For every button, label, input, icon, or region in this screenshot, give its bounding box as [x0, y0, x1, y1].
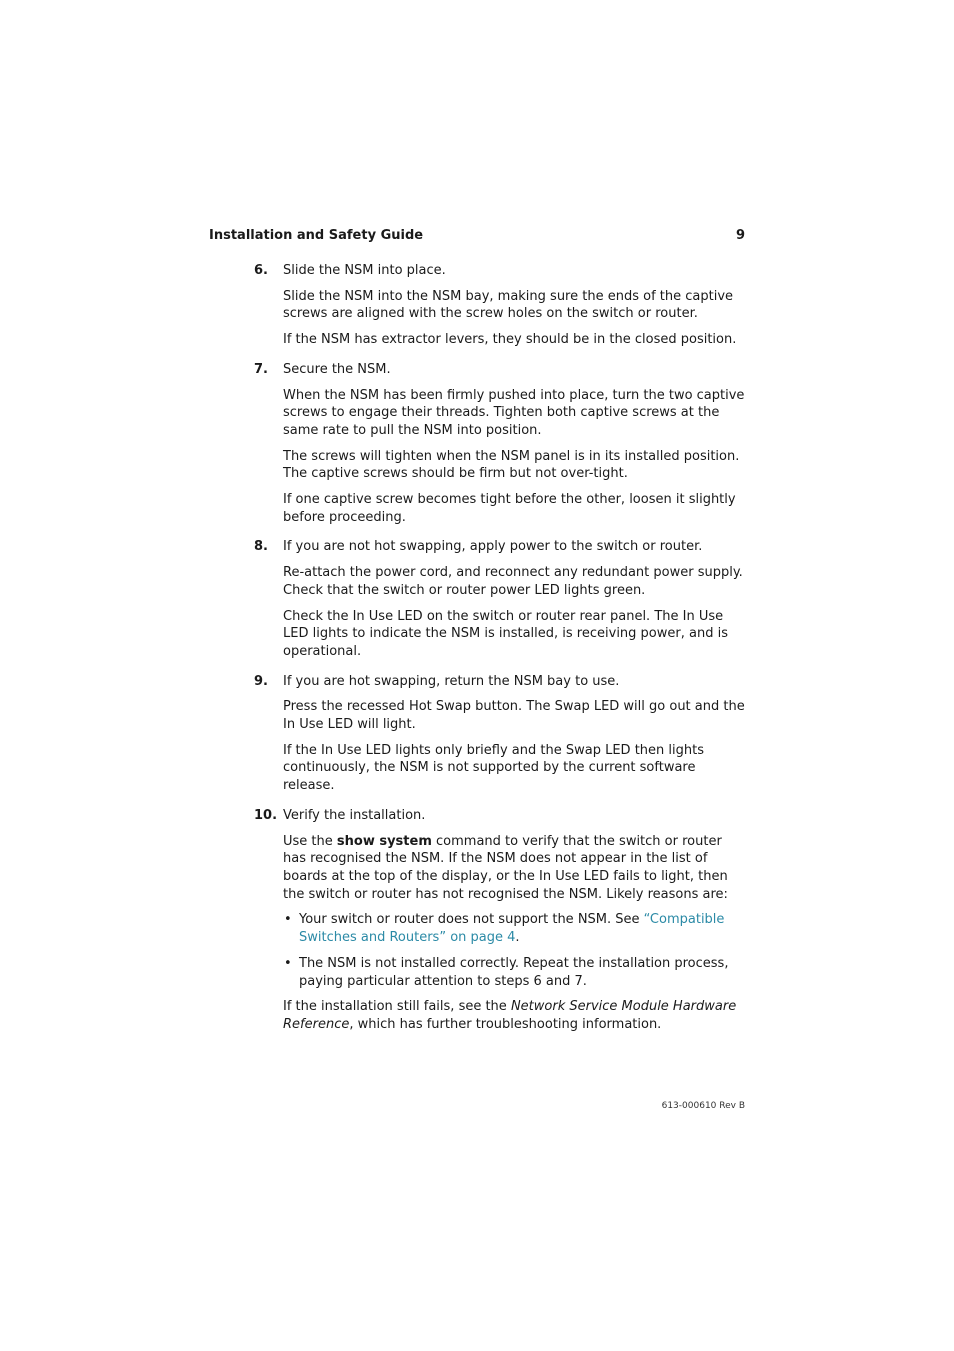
step-paragraph: When the NSM has been firmly pushed into place, turn the two captive screws to engage their threads. Tighten both captive screws at the same rate to pull the NSM into position.: [283, 387, 745, 438]
page-number: 9: [735, 228, 745, 243]
bullet-item: [284, 955, 746, 990]
step-title: Slide the NSM into place.: [283, 263, 446, 278]
running-header-title: Installation and Safety Guide: [209, 228, 424, 243]
step-10: [254, 807, 746, 1034]
step-number: 9.: [254, 673, 268, 689]
bullet-marker: •: [284, 955, 292, 971]
cross-reference-link[interactable]: “Compatible Switches and Routers” on page 4: [299, 912, 725, 946]
final-text-post: , which has further troubleshooting information.: [349, 1016, 662, 1032]
step-paragraph: If one captive screw becomes tight before the other, loosen it slightly before proceeding.: [283, 492, 736, 525]
step-number: 7.: [254, 361, 268, 377]
bullet-text: The NSM is not installed correctly. Repeat the installation process, paying particular attention to steps 6 and 7.: [299, 955, 729, 989]
step-9: [254, 673, 746, 795]
step-number: 10.: [254, 807, 278, 823]
step-heading: [254, 361, 746, 379]
step-paragraph: If the In Use LED lights only briefly and the Swap LED then lights continuously, the NSM is not supported by the current software release.: [283, 742, 704, 794]
document-id: 613-000610 Rev B: [661, 1101, 745, 1111]
verify-text-pre: Use the: [283, 833, 337, 849]
step-title: Verify the installation.: [283, 807, 426, 823]
step-title: If you are hot swapping, return the NSM bay to use.: [283, 673, 620, 689]
command-name: show system: [336, 833, 432, 849]
step-7: [254, 361, 746, 527]
step-paragraph: If the NSM has extractor levers, they should be in the closed position.: [283, 332, 737, 348]
step-paragraph: Press the recessed Hot Swap button. The Swap LED will go out and the In Use LED will light.: [283, 699, 745, 733]
final-text-pre: If the installation still fails, see the: [283, 999, 511, 1015]
step-number: 8.: [254, 539, 268, 555]
step-heading: [254, 673, 746, 691]
verify-paragraph: [283, 833, 746, 904]
procedure-steps: [254, 262, 746, 1046]
bullet-text-post: .: [515, 930, 520, 946]
step-heading: [254, 538, 746, 556]
reference-title: Network Service Module Hardware Reference: [283, 999, 737, 1032]
final-paragraph: [283, 998, 746, 1033]
step-title: Secure the NSM.: [283, 361, 391, 377]
step-paragraph: The screws will tighten when the NSM panel is in its installed position. The captive screws should be firm but not over-tight.: [283, 448, 740, 482]
bullet-text-pre: Your switch or router does not support the NSM. See: [299, 912, 644, 928]
step-paragraph: Slide the NSM into the NSM bay, making sure the ends of the captive screws are aligned with the screw holes on the switch or router.: [283, 288, 734, 322]
step-number: 6.: [254, 263, 268, 278]
step-8: [254, 538, 746, 660]
step-title: If you are not hot swapping, apply power to the switch or router.: [283, 539, 703, 555]
step-paragraph: Check the In Use LED on the switch or router rear panel. The In Use LED lights to indicate the NSM is installed, is receiving power, and is operational.: [283, 608, 728, 659]
step-paragraph: Re-attach the power cord, and reconnect any redundant power supply. Check that the switch or router power LED lights green.: [283, 565, 743, 598]
bullet-marker: •: [284, 912, 292, 928]
step-heading: [254, 807, 746, 825]
step-heading: [254, 262, 746, 280]
step-6: [254, 262, 746, 349]
bullet-item: [284, 911, 746, 946]
verify-text-post: command to verify that the switch or router has recognised the NSM. If the NSM does not appear in the list of boards at the top of the display, or the In Use LED fails to light, then the switch or router has not recognised the NSM. Likely reasons are:: [283, 833, 728, 902]
